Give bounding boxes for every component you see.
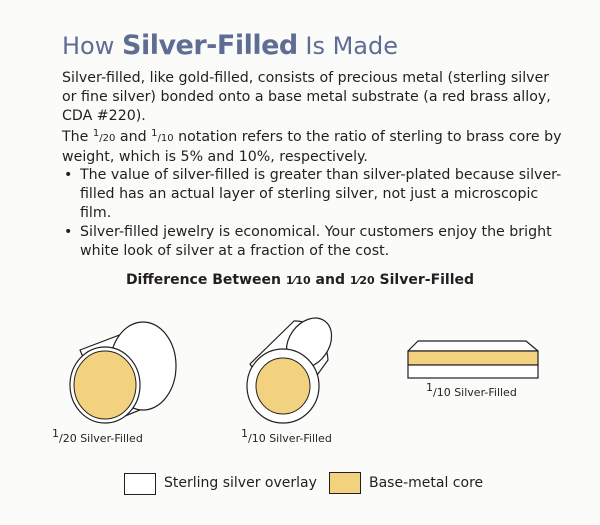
diagram-title-start: Difference Between	[125, 272, 286, 288]
legend-swatch-core	[329, 472, 361, 494]
bullet-marker: •	[64, 167, 73, 183]
diagram-title-frac1: 1⁄10	[285, 274, 311, 287]
wire-1-core	[74, 351, 136, 419]
diagram-title-and: and	[310, 272, 350, 288]
p2-start: The	[62, 129, 93, 145]
title-emphasis: Silver-Filled	[122, 30, 298, 61]
sheet-top-overlay	[408, 341, 538, 351]
wire-2-core	[256, 358, 310, 414]
p2-frac1-num: 1	[92, 128, 100, 139]
bullet-marker: •	[64, 224, 73, 240]
p2-and: and	[115, 129, 152, 145]
caption-label: /20 Silver-Filled	[59, 432, 143, 445]
caption-num: 1	[52, 427, 59, 440]
caption-sheet-1-10	[426, 381, 517, 399]
diagram-title-frac2: 1⁄20	[349, 274, 375, 287]
diagram-title-end: Silver-Filled	[374, 272, 475, 288]
p2-rest: notation refers to the ratio of sterling to brass core by weight, which is 5% and 10%, respectively.	[62, 129, 562, 165]
caption-wire-1-10	[241, 427, 332, 445]
legend-label-core: Base-metal core	[369, 475, 484, 491]
wire-1-10-illustration	[247, 309, 341, 423]
sheet-core	[408, 351, 538, 365]
caption-label: /10 Silver-Filled	[433, 386, 517, 399]
title-prefix: How	[62, 32, 122, 60]
legend-label-overlay: Sterling silver overlay	[164, 475, 317, 491]
bullet-text: The value of silver-filled is greater than silver-plated because silver-filled has an actual layer of sterling silver, not just a microscopic film.	[80, 167, 562, 221]
sheet-1-10-illustration	[408, 341, 538, 378]
p2-frac2-den: /10	[157, 133, 174, 144]
legend-swatch-overlay	[124, 473, 156, 495]
wire-1-20-illustration	[70, 322, 176, 423]
sheet-bottom-overlay	[408, 365, 538, 378]
caption-num: 1	[241, 427, 248, 440]
title-suffix: Is Made	[297, 32, 399, 60]
p2-frac2-num: 1	[151, 128, 158, 139]
bullet-text: Silver-filled jewelry is economical. Your customers enjoy the bright white look of silver at a fraction of the cost.	[80, 224, 552, 259]
intro-paragraph-1: Silver-filled, like gold-filled, consists of precious metal (sterling silver or fine silver) bonded onto a base metal substrate (a red brass alloy, CDA #220).	[62, 70, 551, 124]
caption-num: 1	[426, 381, 433, 394]
caption-wire-1-20	[52, 427, 143, 445]
caption-label: /10 Silver-Filled	[248, 432, 332, 445]
p2-frac1-den: /20	[99, 133, 116, 144]
